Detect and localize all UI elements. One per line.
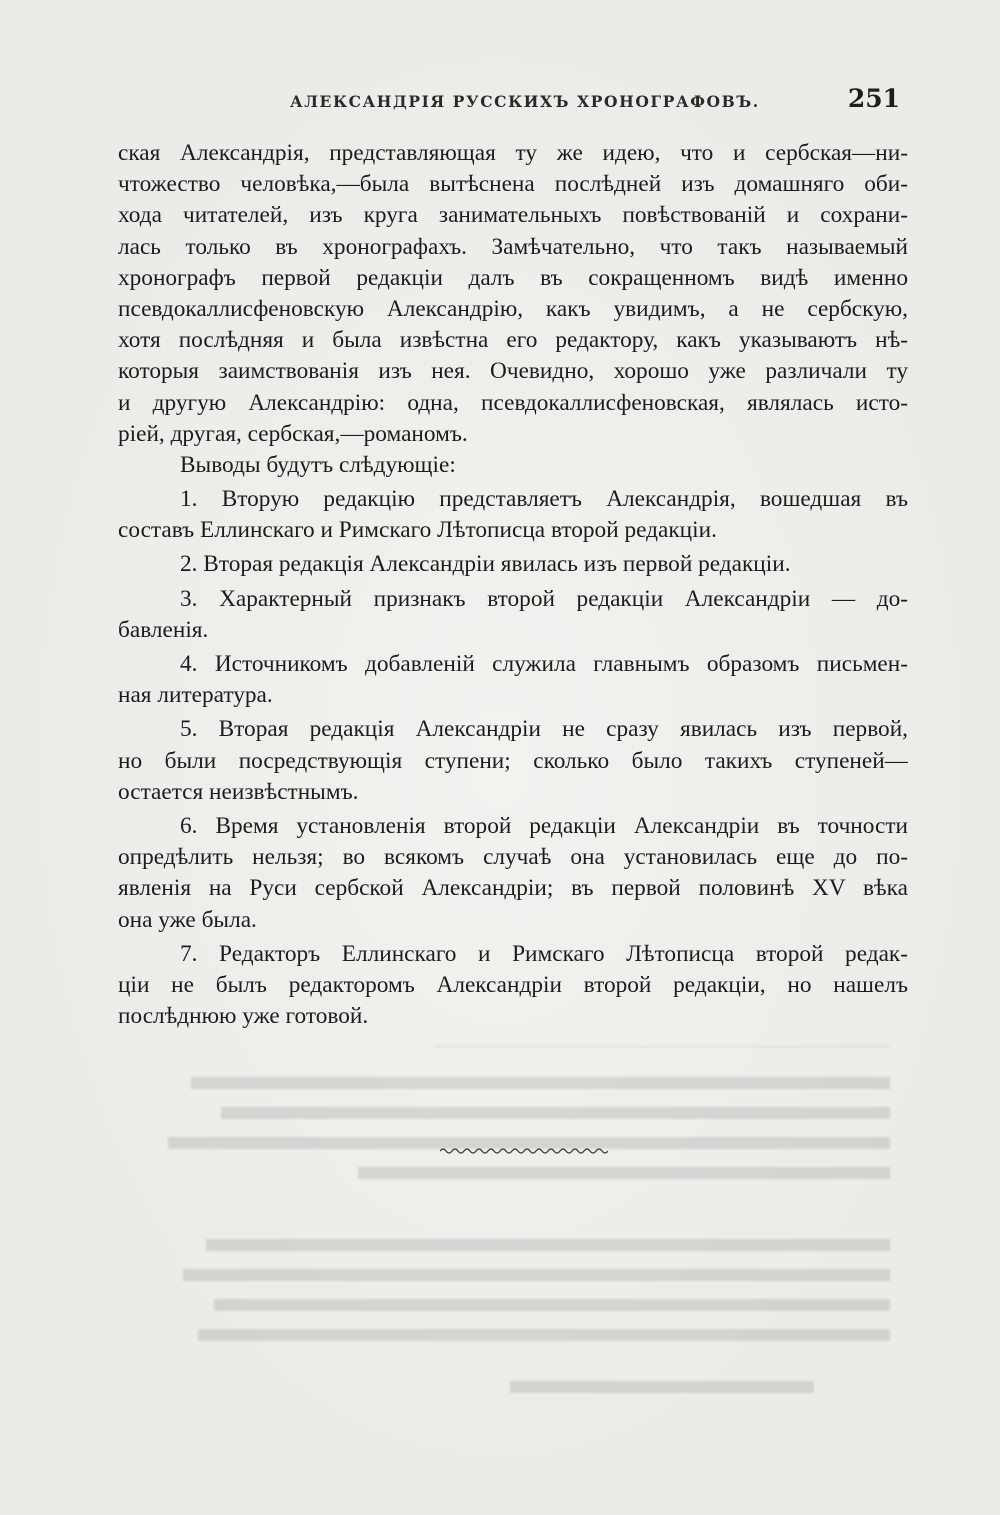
show-through-texture [130,1020,890,1440]
running-head: АЛЕКСАНДРІЯ РУССКИХЪ ХРОНОГРАФОВЪ. [290,92,760,111]
text-line: Выводы будутъ слѣдующіе: [180,451,456,478]
text-line: которыя заимствованія изъ нея. Очевидно, хорошо уже различали ту [118,358,908,385]
text-line: 6. Время установленія второй редакціи Александріи въ точности [180,812,908,839]
page-header [290,84,910,124]
text-line: явленія на Руси сербской Александріи; въ первой половинѣ XV вѣка [118,875,908,902]
text-line: хода читателей, изъ круга занимательныхъ повѣствованій и сохрани- [118,202,908,229]
text-line: составъ Еллинскаго и Римскаго Лѣтописца второй редакціи. [118,517,717,544]
text-line: 2. Вторая редакція Александріи явилась изъ первой редакціи. [180,551,791,578]
conclusion-item-5 [118,714,908,808]
text-line: опредѣлить нельзя; во всякомъ случаѣ она установилась еще до по- [118,844,908,871]
conclusion-item-1 [118,484,908,546]
page-number: 251 [847,84,900,113]
text-line: и другую Александрію: одна, псевдокаллисфеновская, являлась исто- [118,389,908,416]
text-line: хронографъ первой редакціи далъ въ сокращенномъ видѣ именно [118,264,908,291]
text-line: ціи не былъ редакторомъ Александріи второй редакціи, но нашелъ [118,971,908,998]
text-line: псевдокаллисфеновскую Александрію, какъ увидимъ, а не сербскую, [118,295,908,322]
text-line: лась только въ хронографахъ. Замѣчательно, что такъ называемый [118,233,908,260]
text-line: ная литература. [118,682,273,709]
text-line: ріей, другая, сербская,—романомъ. [118,420,468,447]
text-line: она уже была. [118,906,257,933]
text-line: бавленія. [118,616,209,643]
text-line: 7. Редакторъ Еллинскаго и Римскаго Лѣтописца второй редак- [180,940,908,967]
paragraph-intro [118,138,908,450]
text-line: послѣднюю уже готовой. [118,1003,369,1030]
text-line: 1. Вторую редакцію представляетъ Александрія, вошедшая въ [180,486,908,513]
text-line: чтожество человѣка,—была вытѣснена послѣдней изъ домашняго оби- [118,171,908,198]
conclusion-item-6 [118,811,908,936]
conclusion-item-7 [118,939,908,1033]
text-line: 3. Характерный признакъ второй редакціи Александріи — до- [180,585,908,612]
text-line: 4. Источникомъ добавленій служила главнымъ образомъ письмен- [180,651,908,677]
text-line: ская Александрія, представляющая ту же идею, что и сербская—ни- [118,140,908,166]
conclusion-item-4 [118,649,908,711]
conclusion-item-3 [118,584,908,646]
text-line: но были посредствующія ступени; сколько было такихъ ступеней— [118,747,908,774]
text-line: 5. Вторая редакція Александріи не сразу явилась изъ первой, [180,716,908,743]
text-line: хотя послѣдняя и была извѣстна его редактору, какъ указываютъ нѣ- [118,327,908,354]
section-end-ornament [440,1142,608,1158]
paragraph-conclusions-heading [118,450,908,481]
text-line: остается неизвѣстнымъ. [118,778,359,805]
conclusion-item-2 [118,549,908,580]
body-text [118,138,908,1032]
